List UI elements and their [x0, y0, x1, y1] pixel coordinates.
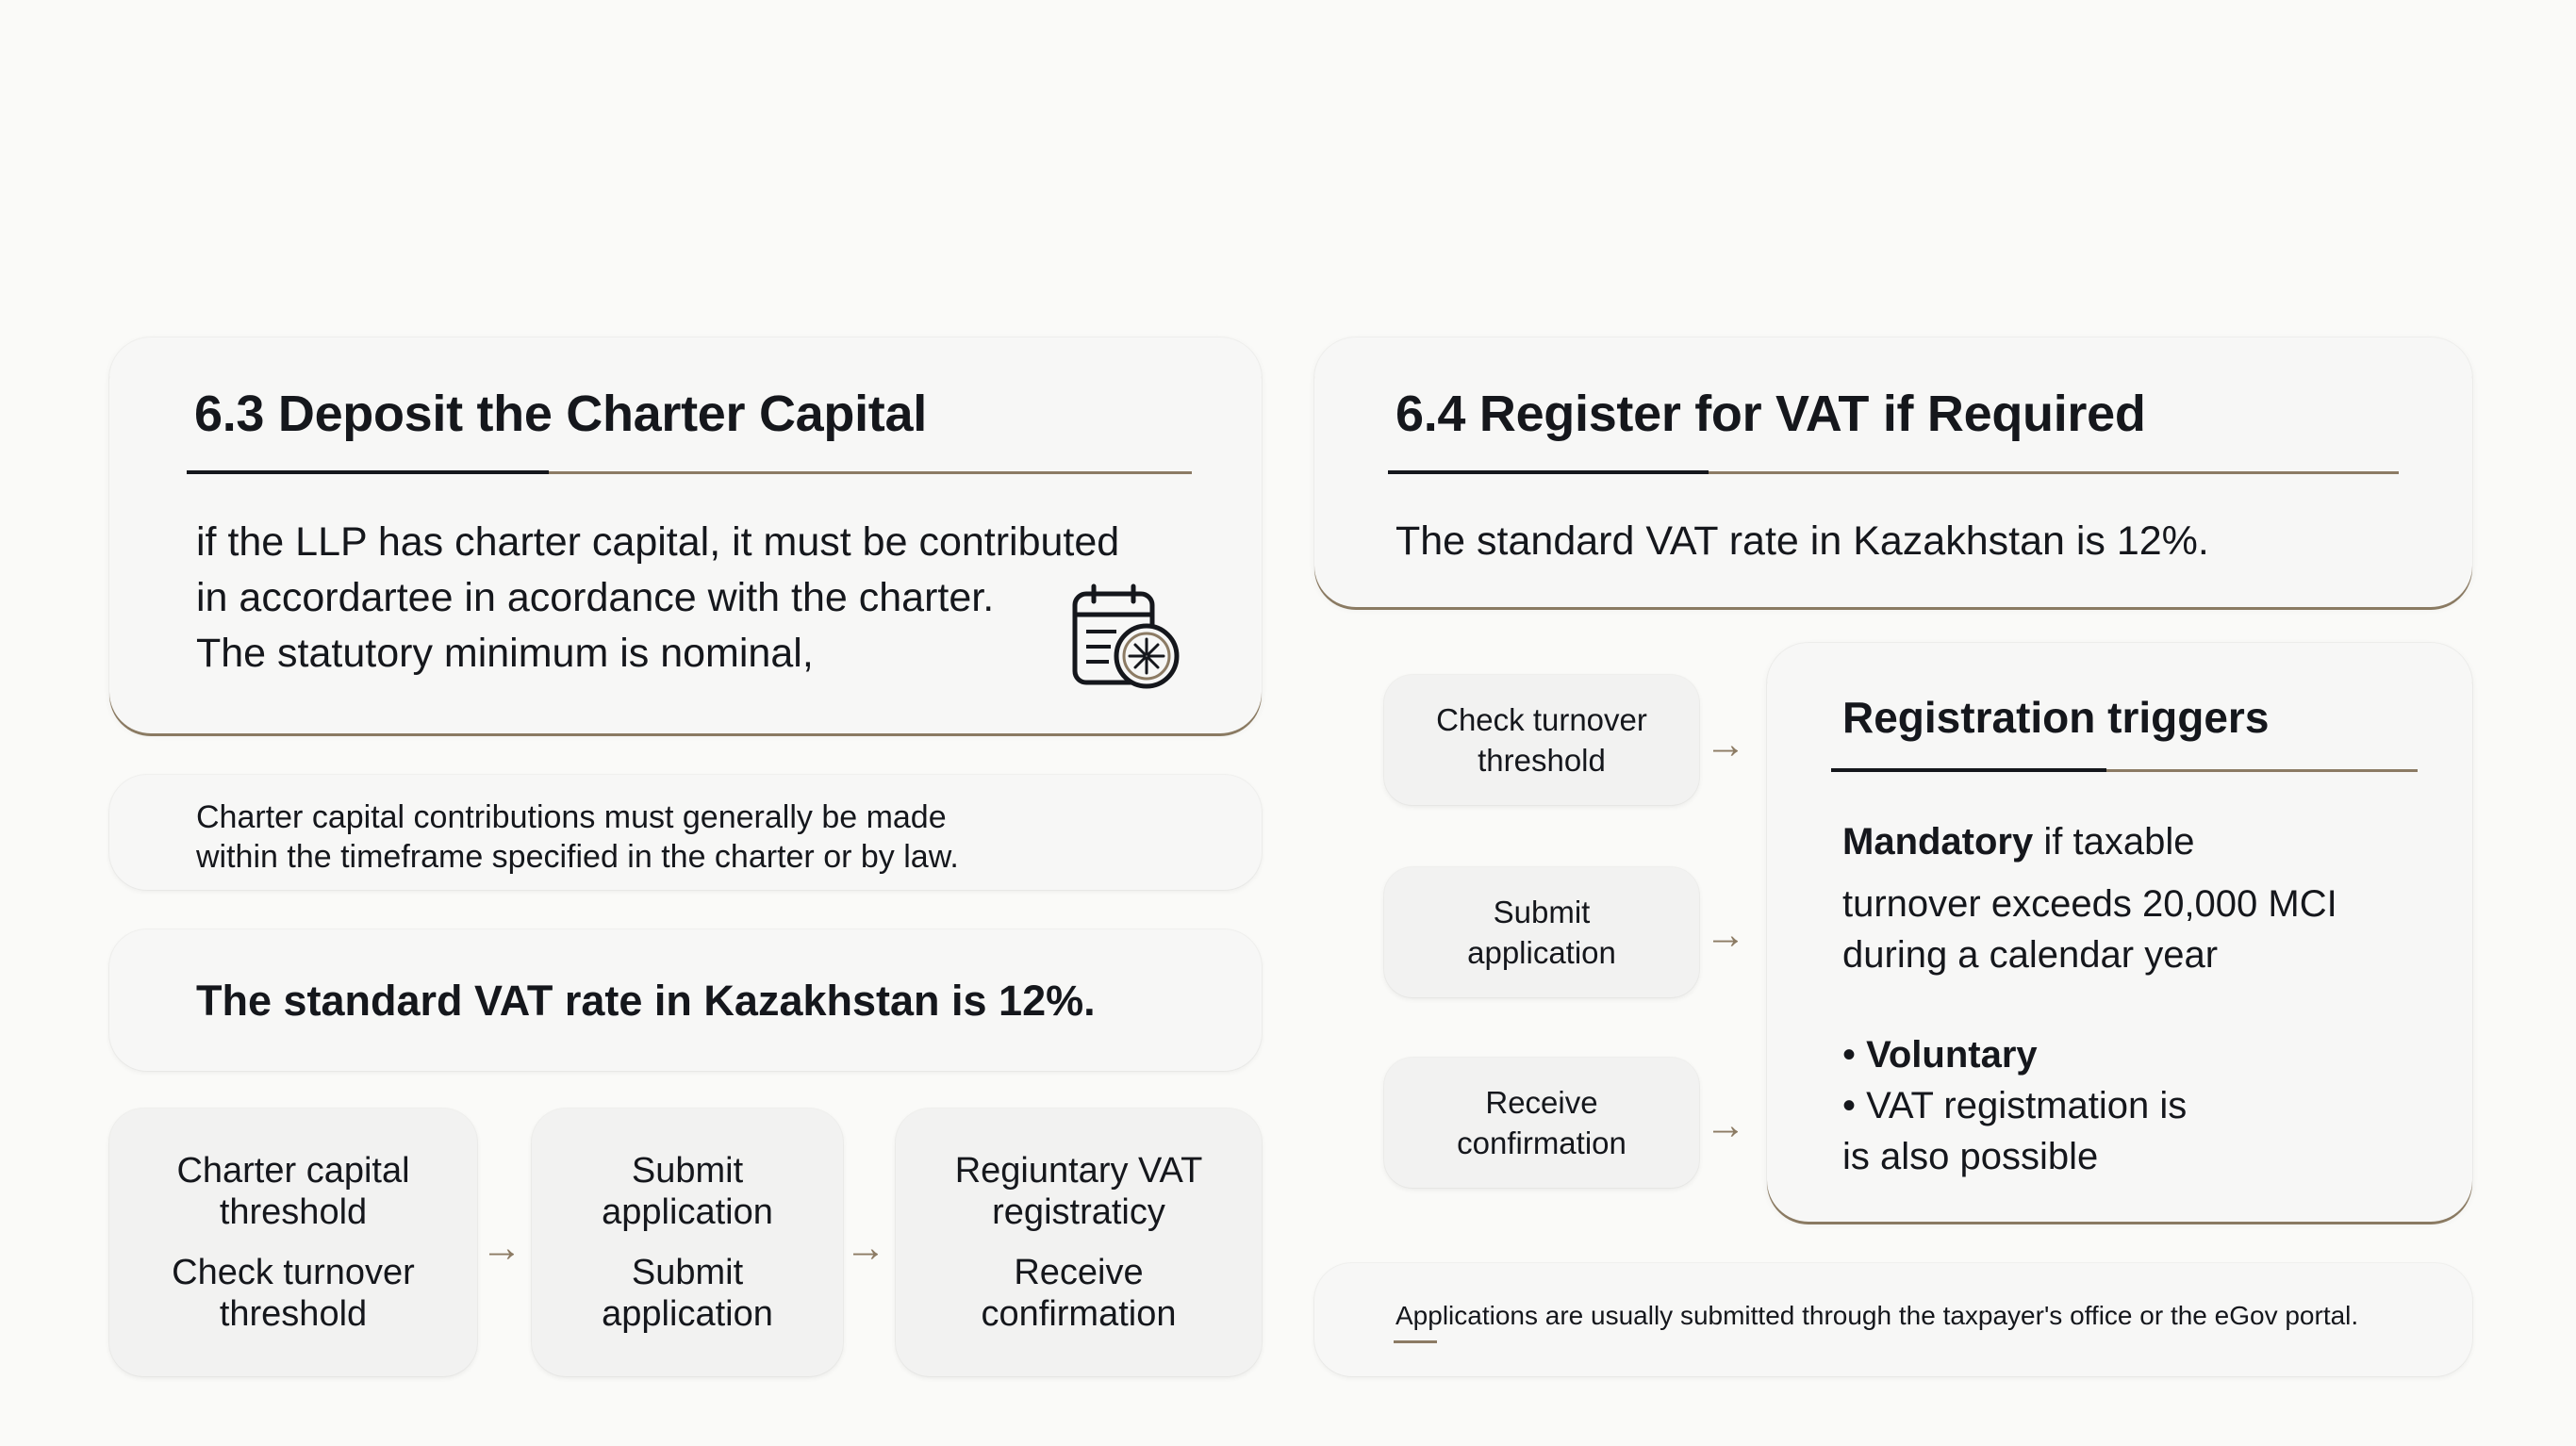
- vat-rate-banner-text: The standard VAT rate in Kazakhstan is 12%.: [196, 977, 1096, 1025]
- section-title-vat-registration: 6.4 Register for VAT if Required: [1395, 386, 2146, 442]
- charter-intro-text: if the LLP has charter capital, it must be contributed in accordartee in acordance with the charter. The statutory minimum is nominal,: [196, 519, 1120, 676]
- title-underline: [187, 471, 1192, 474]
- arrow-right-icon: →: [481, 1224, 522, 1271]
- step-submit-application: Submit application: [1384, 867, 1699, 997]
- arrow-right-icon: →: [1705, 1102, 1746, 1148]
- step-charter-threshold: Charter capital threshold Check turnover threshold: [109, 1109, 477, 1376]
- triggers-underline: [1831, 769, 2418, 772]
- submission-footer-note: [1314, 1263, 2472, 1376]
- step-voluntary-registration: Regiuntary VAT registraticy Receive confirmation: [896, 1109, 1262, 1376]
- arrow-right-icon: →: [1705, 912, 1746, 958]
- registration-triggers-panel: [1767, 643, 2472, 1222]
- vat-rate-text: The standard VAT rate in Kazakhstan is 12%.: [1395, 518, 2209, 564]
- charter-capital-card: [109, 337, 1262, 733]
- vat-rate-banner: [109, 929, 1262, 1071]
- note-text: Charter capital contributions must generally be made within the timeframe specified in the charter or by law.: [196, 799, 959, 875]
- contribution-timing-note: [109, 775, 1262, 890]
- arrow-right-icon: →: [845, 1224, 886, 1271]
- footer-note-text: Applications are usually submitted through the taxpayer's office or the eGov portal.: [1395, 1301, 2359, 1330]
- vat-registration-card: [1314, 337, 2472, 607]
- step-receive-confirmation: Receive confirmation: [1384, 1058, 1699, 1188]
- calendar-clock-icon: [1071, 583, 1182, 690]
- mandatory-trigger-text: Mandatory if taxable turnover exceeds 20,000 MCI during a calendar year: [1842, 821, 2337, 976]
- footer-underline: [1394, 1340, 1437, 1343]
- title-underline: [1388, 471, 2399, 474]
- arrow-right-icon: →: [1705, 721, 1746, 767]
- step-check-turnover: Check turnover threshold: [1384, 675, 1699, 805]
- voluntary-trigger-list: • Voluntary • VAT registmation is is also possible: [1842, 1034, 2188, 1177]
- step-submit-application: Submit application Submit application: [532, 1109, 843, 1376]
- section-title-charter-capital: 6.3 Deposit the Charter Capital: [194, 386, 927, 442]
- triggers-title: Registration triggers: [1842, 693, 2270, 742]
